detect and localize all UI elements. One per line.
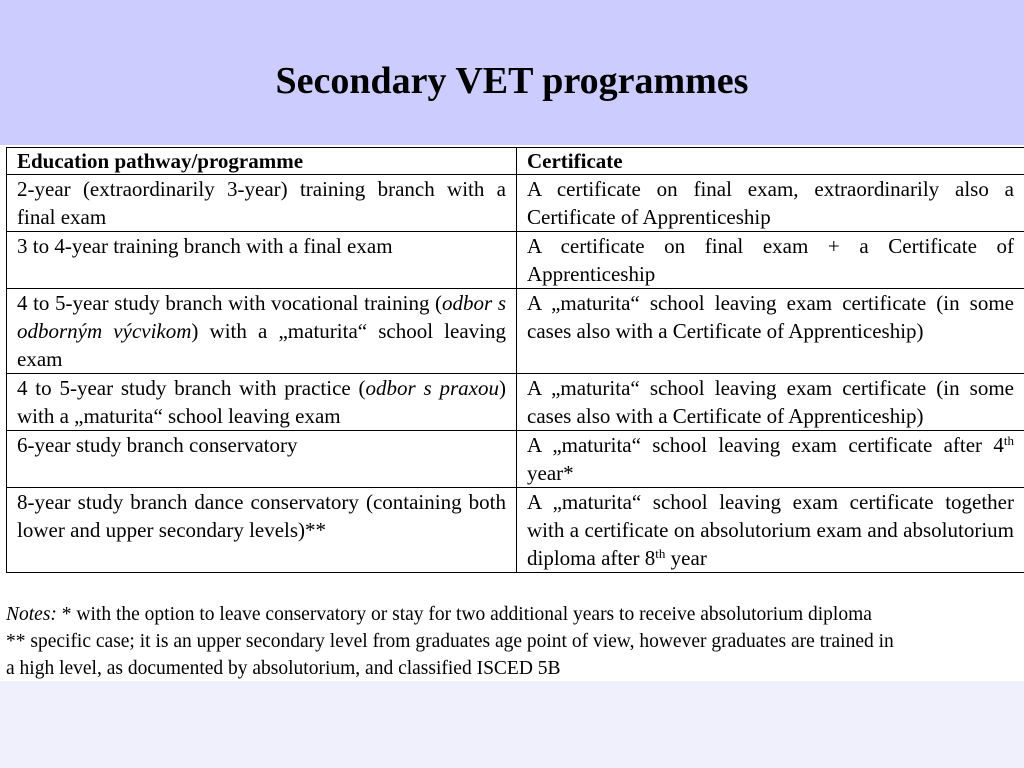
certificate-cell: A certificate on final exam + a Certificate of Apprenticeship [517, 232, 1024, 289]
pathway-text: 4 to 5-year study branch with vocational training ( [17, 291, 443, 315]
certificate-cell: A certificate on final exam, extraordinarily also a Certificate of Apprenticeship [517, 175, 1024, 232]
certificate-cell: A „maturita“ school leaving exam certificate (in some cases also with a Certificate of Apprenticeship) [517, 289, 1024, 374]
ordinal-suffix: th [655, 546, 666, 561]
note-text: * with the option to leave conservatory or stay for two additional years to receive absolutorium diploma [56, 604, 872, 625]
slide-title: Secondary VET programmes [275, 60, 749, 102]
table-row [7, 488, 1024, 573]
certificate-cell [517, 488, 1024, 573]
table-notes [6, 601, 1022, 681]
pathway-slovak-term: odbor s odborným výcvikom [17, 291, 506, 343]
table-row [7, 175, 1024, 232]
notes-label: Notes: [6, 604, 57, 625]
header-certificate: Certificate [517, 148, 1024, 175]
header-pathway: Education pathway/programme [7, 148, 517, 175]
certificate-text: A „maturita“ school leaving exam certificate after 4 [527, 433, 1004, 457]
ordinal-suffix: th [1003, 433, 1014, 448]
table-row [7, 374, 1024, 431]
pathway-text: ) with a „maturita“ school leaving exam [17, 376, 506, 428]
programmes-table [6, 147, 1024, 573]
pathway-slovak-term: odbor s praxou [365, 376, 499, 400]
content-area [0, 145, 1024, 681]
certificate-text: A „maturita“ school leaving exam certificate together with a certificate on absolutorium exam and absolutorium diploma after 8 [527, 490, 1014, 570]
pathway-text: ) with a „maturita“ school leaving exam [17, 319, 506, 371]
table-row [7, 289, 1024, 374]
pathway-text: 4 to 5-year study branch with practice ( [17, 376, 366, 400]
table-header-row [7, 148, 1024, 175]
table-row [7, 232, 1024, 289]
pathway-cell: 2-year (extraordinarily 3-year) training branch with a final exam [7, 175, 517, 232]
pathway-cell: 3 to 4-year training branch with a final exam [7, 232, 517, 289]
note-line: a high level, as documented by absolutorium, and classified ISCED 5B [6, 658, 561, 679]
note-line [6, 601, 1022, 628]
note-line: ** specific case; it is an upper secondary level from graduates age point of view, however graduates are trained in [6, 631, 894, 652]
certificate-cell: A „maturita“ school leaving exam certificate (in some cases also with a Certificate of Apprenticeship) [517, 374, 1024, 431]
table-row [7, 431, 1024, 488]
pathway-cell: 6-year study branch conservatory [7, 431, 517, 488]
pathway-cell [7, 289, 517, 374]
certificate-text: year [665, 546, 707, 570]
certificate-cell [517, 431, 1024, 488]
pathway-cell [7, 374, 517, 431]
pathway-cell: 8-year study branch dance conservatory (containing both lower and upper secondary levels)** [7, 488, 517, 573]
certificate-text: year* [527, 461, 574, 485]
